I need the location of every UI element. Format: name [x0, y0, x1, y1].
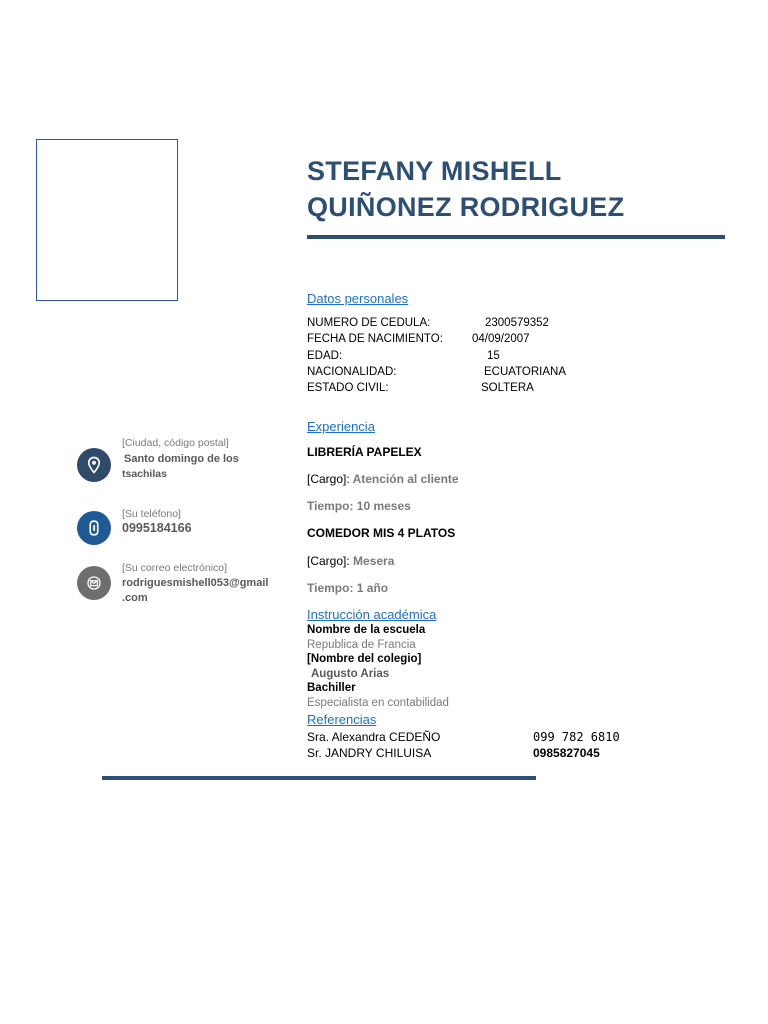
- email-line-1: rodriguesmishell053@gmail: [122, 577, 269, 589]
- bottom-divider: [102, 776, 536, 780]
- job-company: COMEDOR MIS 4 PLATOS: [307, 526, 456, 540]
- section-title-education: Instrucción académica: [307, 607, 437, 622]
- location-icon: [77, 448, 111, 482]
- job-role-value: Atención al cliente: [349, 472, 459, 486]
- section-title-personal: Datos personales: [307, 291, 409, 306]
- reference-phone: 0985827045: [533, 746, 600, 760]
- label-cedula: NUMERO DE CEDULA:: [307, 317, 431, 329]
- label-age: EDAD:: [307, 350, 343, 362]
- reference-phone: 099 782 6810: [533, 730, 620, 744]
- reference-name: Sr. JANDRY CHILUISA: [307, 746, 432, 760]
- section-title-references: Referencias: [307, 712, 377, 727]
- label-civil-status: ESTADO CIVIL:: [307, 382, 389, 394]
- section-title-experience: Experiencia: [307, 419, 375, 434]
- job-role-label: [Cargo]:: [307, 554, 350, 568]
- address-label: [Ciudad, código postal]: [122, 437, 229, 449]
- job-role-value: Mesera: [349, 554, 395, 568]
- label-birthdate: FECHA DE NACIMIENTO:: [307, 333, 443, 345]
- job-role-label: [Cargo]:: [307, 472, 350, 486]
- job-duration: Tiempo: 10 meses: [307, 499, 411, 513]
- name-line-2: QUIÑONEZ RODRIGUEZ: [307, 192, 625, 222]
- photo-placeholder: [36, 139, 178, 301]
- email-line-2: .com: [122, 592, 148, 604]
- phone-icon: [77, 511, 111, 545]
- email-label: [Su correo electrónico]: [122, 562, 228, 574]
- school-name: Republica de Francia: [307, 639, 416, 651]
- value-nationality: ECUATORIANA: [484, 366, 567, 378]
- address-line-2: tsachilas: [122, 468, 167, 480]
- reference-name: Sra. Alexandra CEDEÑO: [307, 730, 441, 744]
- college-name: Augusto Arias: [311, 668, 390, 680]
- value-age: 15: [487, 350, 500, 362]
- job-role: [307, 554, 394, 568]
- college-label: [Nombre del colegio]: [307, 653, 422, 665]
- value-civil-status: SOLTERA: [481, 382, 534, 394]
- value-cedula: 2300579352: [485, 317, 549, 329]
- school-label: Nombre de la escuela: [307, 624, 426, 636]
- name-line-1: STEFANY MISHELL: [307, 156, 562, 186]
- phone-label: [Su teléfono]: [122, 508, 181, 520]
- job-company: LIBRERÍA PAPELEX: [307, 445, 422, 459]
- address-line-1: Santo domingo de los: [124, 453, 239, 465]
- job-role: [307, 472, 459, 486]
- degree-label: Bachiller: [307, 682, 356, 694]
- job-duration: Tiempo: 1 año: [307, 581, 389, 595]
- phone-number: 0995184166: [122, 521, 192, 535]
- email-icon: [77, 566, 111, 600]
- label-nationality: NACIONALIDAD:: [307, 366, 397, 378]
- value-birthdate: 04/09/2007: [472, 333, 530, 345]
- degree-name: Especialista en contabilidad: [307, 697, 449, 709]
- name-divider: [307, 235, 725, 239]
